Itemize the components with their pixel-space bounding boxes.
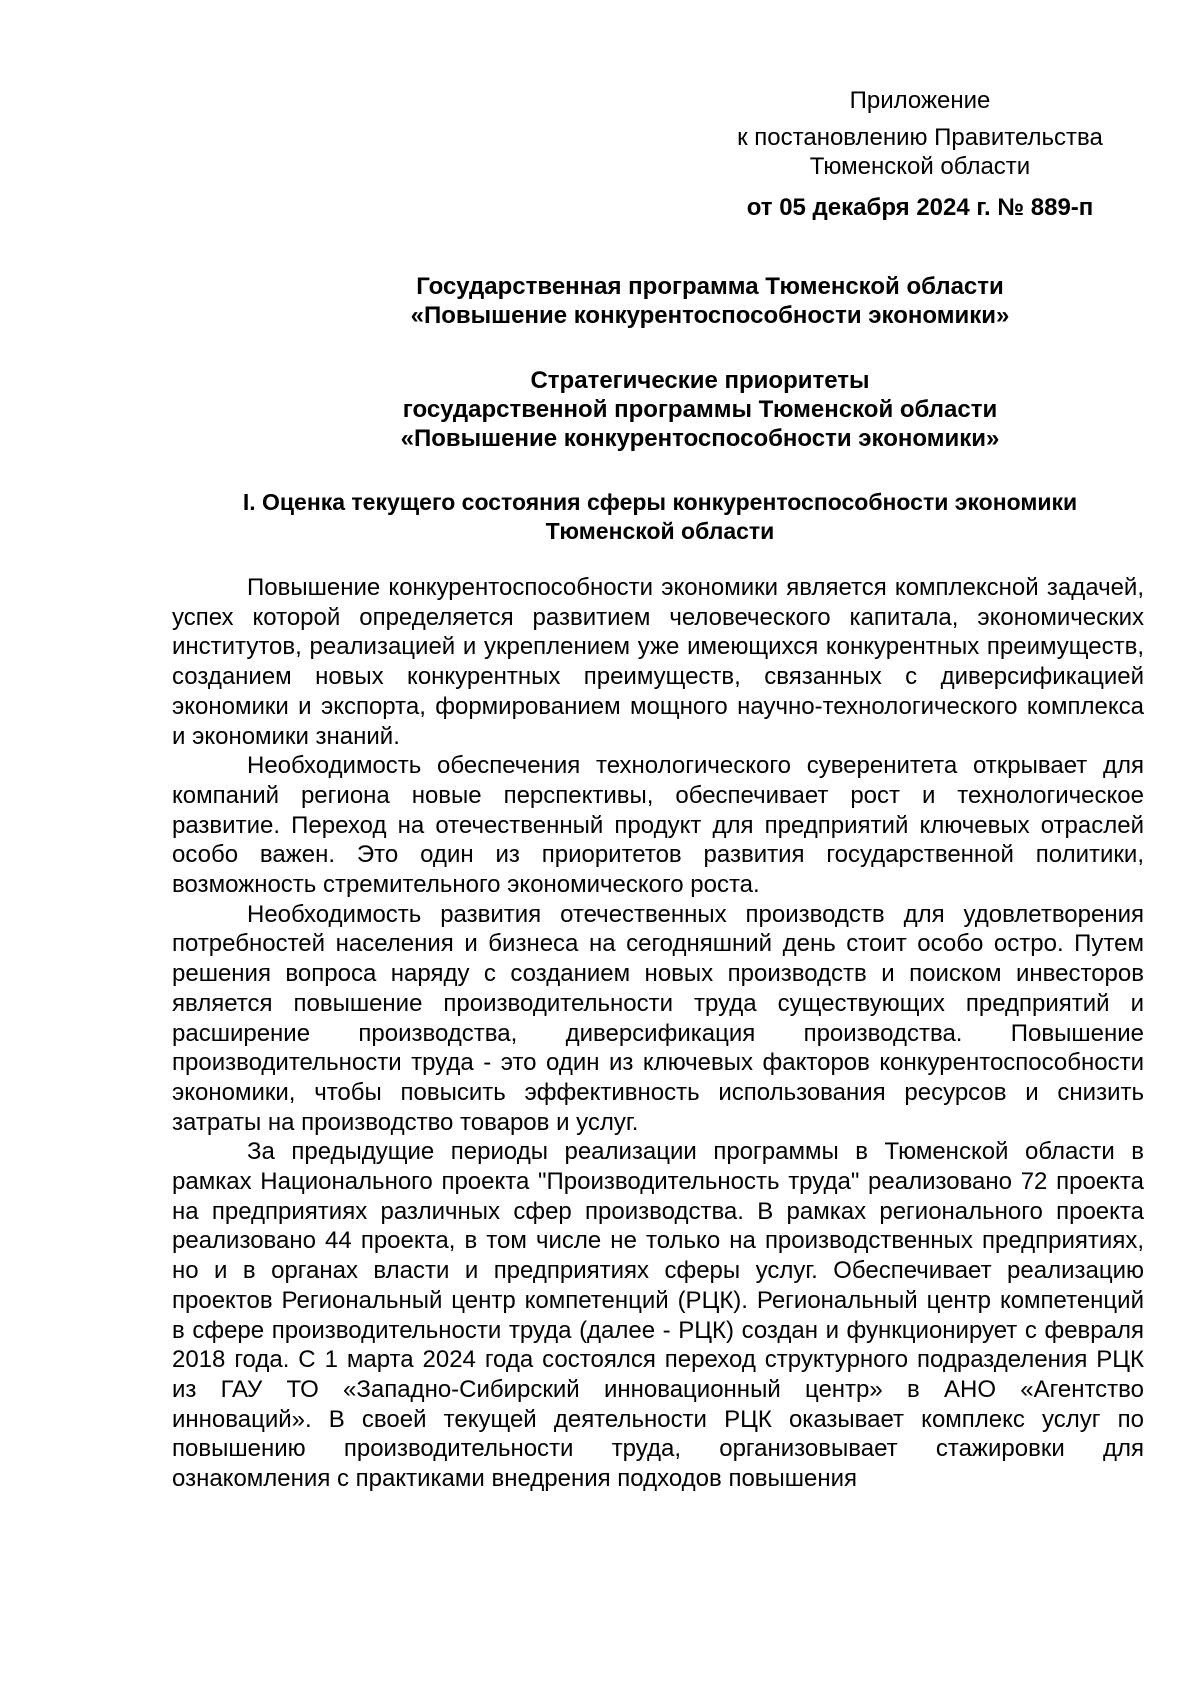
paragraph-3: Необходимость развития отечественных производств для удовлетворения потребностей населения и бизнеса на сегодняшний день стоит особо остро. Путем решения вопроса наряду с созданием новых производств и поиском инвесторов является повышение производительности труда существующих предприятий и расширение производства, диверсификация производства. Повышение производительности труда - это один из ключевых факторов конкурентоспособности экономики, чтобы повысить эффективность использования ресурсов и снизить затраты на производство товаров и услуг. [172, 900, 1144, 1136]
section-title-line-2: Тюменской области [545, 518, 775, 544]
priorities-title-line-3: «Повышение конкурентоспособности экономики» [400, 425, 1000, 452]
resolution-reference: к постановлению Правительства Тюменской области [737, 124, 1103, 180]
paragraph-2: Необходимость обеспечения технологического суверенитета открывает для компаний региона новые перспективы, обеспечивает рост и технологическое развитие. Переход на отечественный продукт для предприятий ключевых отраслей особо важен. Это один из приоритетов развития государственной политики, возможность стремительного экономического роста. [172, 752, 1144, 899]
resolution-date-number: от 05 декабря 2024 г. № 889-п [746, 194, 1094, 221]
priorities-title-line-1: Стратегические приоритеты [530, 367, 870, 394]
paragraph-1: Повышение конкурентоспособности экономики является комплексной задачей, успех которой определяется развитием человеческого капитала, экономических институтов, реализацией и укреплением уже имеющихся конкурентных преимуществ, созданием новых конкурентных преимуществ, связанных с диверсификацией экономики и экспорта, формированием мощного научно-технологического комплекса и экономики знаний. [172, 574, 1144, 750]
program-title [210, 272, 1200, 330]
appendix-title: Приложение [849, 87, 991, 114]
program-title-line-2: «Повышение конкурентоспособности экономики» [410, 302, 1010, 329]
appendix-header [700, 86, 1140, 222]
paragraph-4: За предыдущие периоды реализации программы в Тюменской области в рамках Национального проекта "Производительность труда" реализовано 72 проекта на предприятиях различных сфер производства. В рамках регионального проекта реализовано 44 проекта, в том числе не только на производственных предприятиях, но и в органах власти и предприятиях сферы услуг. Обеспечивает реализацию проектов Региональный центр компетенций (РЦК). Региональный центр компетенций в сфере производительности труда (далее - РЦК) создан и функционирует с февраля 2018 года. С 1 марта 2024 года состоялся переход структурного подразделения РЦК из ГАУ ТО «Западно-Сибирский инновационный центр» в АНО «Агентство инноваций». В своей текущей деятельности РЦК оказывает комплекс услуг по повышению производительности труда, организовывает стажировки для ознакомления с практиками внедрения подходов повышения [172, 1138, 1144, 1493]
section-title-line-1: I. Оценка текущего состояния сферы конкурентоспособности экономики [242, 489, 1078, 515]
program-title-line-1: Государственная программа Тюменской области [416, 273, 1004, 300]
section-title [160, 488, 1160, 546]
body-text [172, 573, 1144, 1494]
priorities-title-line-2: государственной программы Тюменской области [402, 396, 998, 423]
priorities-title [200, 366, 1200, 453]
